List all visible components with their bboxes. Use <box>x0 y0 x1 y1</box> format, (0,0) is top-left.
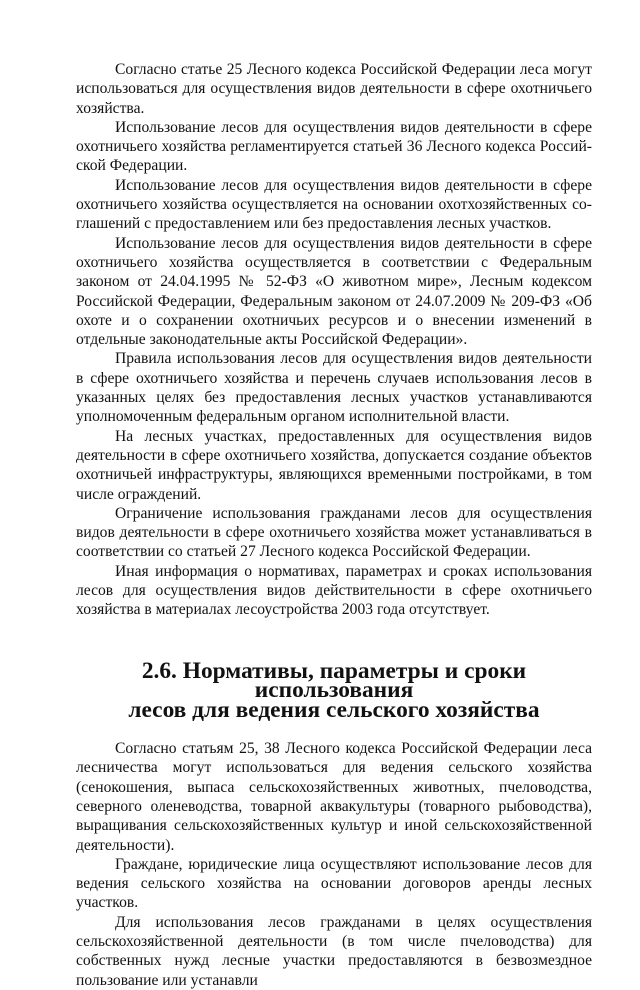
paragraph-federal-laws: Использование лесов для осуществления видов деятельности в сфере охотничьего хозяйства осуществляется в соответствии с Федеральным законом от 24.04.1995 № 52-ФЗ «О животном мире», Лесным кодексом Российской Федерации, Федеральным законом от 24.07.2009 № 209-ФЗ «Об охоте и о сохранении охотничьих ресурсов и о внесении изменений в отдельные законодательные акты Российской Федерации». <box>76 234 592 349</box>
paragraph-hunting-agreements: Использование лесов для осуществления видов деятельности в сфере охотничьего хозяйства осуществляется на основании охотхозяйственных соглашений с предоставлением или без предоставления лесных участков. <box>76 176 592 233</box>
section-heading-line-2: лесов для ведения сельского хозяйства <box>128 696 540 723</box>
section-heading-line-1: 2.6. Нормативы, параметры и сроки использования <box>141 657 527 704</box>
paragraph-agriculture-articles: Согласно статьям 25, 38 Лесного кодекса Российской Федерации леса лесничества могут использоваться для ведения сельского хозяйства (сенокошения, выпаса сельскохозяйственных животных, пчеловодства, северного оленеводства, товарной аквакультуры (товарного рыбоводства), выращивания сельскохозяйственных культур и иной сельскохозяйственной деятельности). <box>76 740 592 854</box>
paragraph-lease-agreements: Граждане, юридические лица осуществляют использование лесов для ведения сельского хозяйства на основании договоров аренды лесных участков. <box>76 855 592 912</box>
paragraph-restrictions: Ограничение использования гражданами лесов для осуществления видов деятельности в сфере охотничьего хозяйства может устанавливаться в соответствии со статьей 27 Лесного кодекса Российской Федерации. <box>76 504 592 561</box>
heading-spacer <box>76 720 592 739</box>
paragraph-free-use: Для использования лесов гражданами в целях осуществления сельскохозяйственной деятельности (в том числе пчеловодства) для собственных нужд лесные участки предоставляются в безвозмездное пользование или устанавли <box>76 913 592 989</box>
paragraph-article-25: Согласно статье 25 Лесного кодекса Российской Федерации леса могут использоваться для осуществления видов деятельности в сфере охотничьего хозяйства. <box>76 61 592 117</box>
paragraph-other-information: Иная информация о нормативах, параметрах и сроках использования лесов для осуществления видов действительности в сфере охотничьего хозяйства в материалах лесоустройства 2003 года отсутствует. <box>76 562 592 619</box>
paragraph-usage-rules: Правила использования лесов для осуществления видов деятельности в сфере охотничьего хозяйства и перечень случаев использования лесов в указанных целях без предоставления лесных участков устанавливаются уполномоченным федеральным органом исполнительной власти. <box>76 350 592 426</box>
paragraph-article-36: Использование лесов для осуществления видов деятельности в сфере охотничьего хозяйства регламентируется статьей 36 Лесного кодекса Российской Федерации. <box>76 118 592 175</box>
paragraph-infrastructure: На лесных участках, предоставленных для осуществления видов деятельности в сфере охотничьего хозяйства, допускается создание объектов охотничьей инфраструктуры, являющихся временными постройками, в том числе ограждений. <box>76 427 592 503</box>
section-heading-2-6 <box>76 657 592 723</box>
